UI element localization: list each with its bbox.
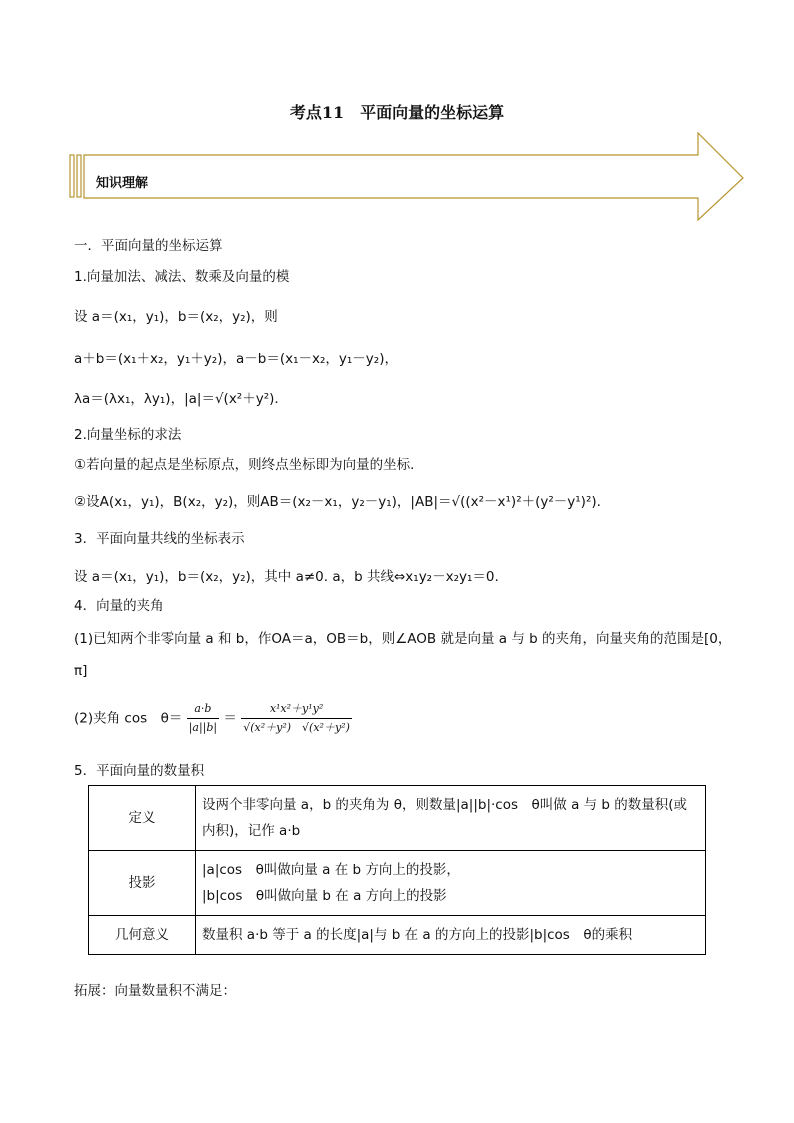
section-heading: 一．平面向量的坐标运算	[74, 238, 223, 254]
text-line: (1)已知两个非零向量 a 和 b，作OA＝a，OB＝b，则∠AOB 就是向量 a 与 b 的夹角，向量夹角的范围是[0，	[74, 631, 732, 647]
projection-line: |b|cos θ叫做向量 b 在 a 方向上的投影	[202, 888, 447, 904]
table-row	[89, 851, 706, 916]
subsection-heading: 5．平面向量的数量积	[74, 763, 205, 779]
equals-sign: ＝	[223, 710, 237, 727]
fraction-right-numerator: x¹x²＋y¹y²	[241, 700, 352, 719]
formula-line: λa＝(λx₁，λy₁)，|a|＝√(x²＋y²).	[74, 391, 279, 407]
subsection-heading: 3．平面向量共线的坐标表示	[74, 531, 245, 547]
table-head-cell: 投影	[89, 851, 196, 916]
table-head-cell: 定义	[89, 786, 196, 851]
text-line: ①若向量的起点是坐标原点，则终点坐标即为向量的坐标.	[74, 457, 415, 473]
banner-arrow	[68, 130, 748, 224]
fraction-right-denominator: √(x²＋y²) √(x²＋y²)	[243, 721, 350, 734]
fraction-left	[187, 700, 219, 737]
table-row	[89, 916, 706, 955]
projection-line: |a|cos θ叫做向量 a 在 b 方向上的投影，	[202, 862, 460, 878]
definition-table	[88, 785, 706, 955]
page-title: 考点11 平面向量的坐标运算	[289, 103, 505, 122]
formula-line: 设 a＝(x₁，y₁)，b＝(x₂，y₂)，其中 a≠0. a，b 共线⇔x₁y₂－x₂y₁＝0.	[74, 569, 499, 585]
table-body-cell: 数量积 a·b 等于 a 的长度|a|与 b 在 a 的方向上的投影|b|cos θ的乘积	[196, 916, 706, 955]
angle-formula-prefix: (2)夹角 cos θ＝	[74, 710, 183, 727]
table-head-cell: 几何意义	[89, 916, 196, 955]
subsection-heading: 1.向量加法、减法、数乘及向量的模	[74, 269, 290, 285]
fraction-right	[241, 700, 352, 737]
banner-label: 知识理解	[96, 176, 149, 191]
angle-formula	[74, 700, 352, 737]
text-line: π]	[74, 663, 88, 679]
table-body-cell	[196, 851, 706, 916]
formula-line: 设 a＝(x₁，y₁)，b＝(x₂，y₂)，则	[74, 309, 278, 325]
subsection-heading: 4．向量的夹角	[74, 598, 164, 614]
table-row	[89, 786, 706, 851]
subsection-heading: 2.向量坐标的求法	[74, 427, 182, 443]
formula-line: ②设A(x₁，y₁)，B(x₂，y₂)，则AB＝(x₂－x₁，y₂－y₁)，|AB|＝√((x²－x¹)²＋(y²－y¹)²).	[74, 494, 601, 510]
formula-line: a＋b＝(x₁＋x₂，y₁＋y₂)，a－b＝(x₁－x₂，y₁－y₂)，	[74, 351, 398, 367]
extension-note: 拓展：向量数量积不满足：	[74, 983, 236, 999]
fraction-left-numerator: a·b	[187, 700, 219, 719]
fraction-left-denominator: |a||b|	[188, 721, 218, 734]
table-body-cell: 设两个非零向量 a，b 的夹角为 θ，则数量|a||b|·cos θ叫做 a 与 b 的数量积(或内积)，记作 a·b	[196, 786, 706, 851]
